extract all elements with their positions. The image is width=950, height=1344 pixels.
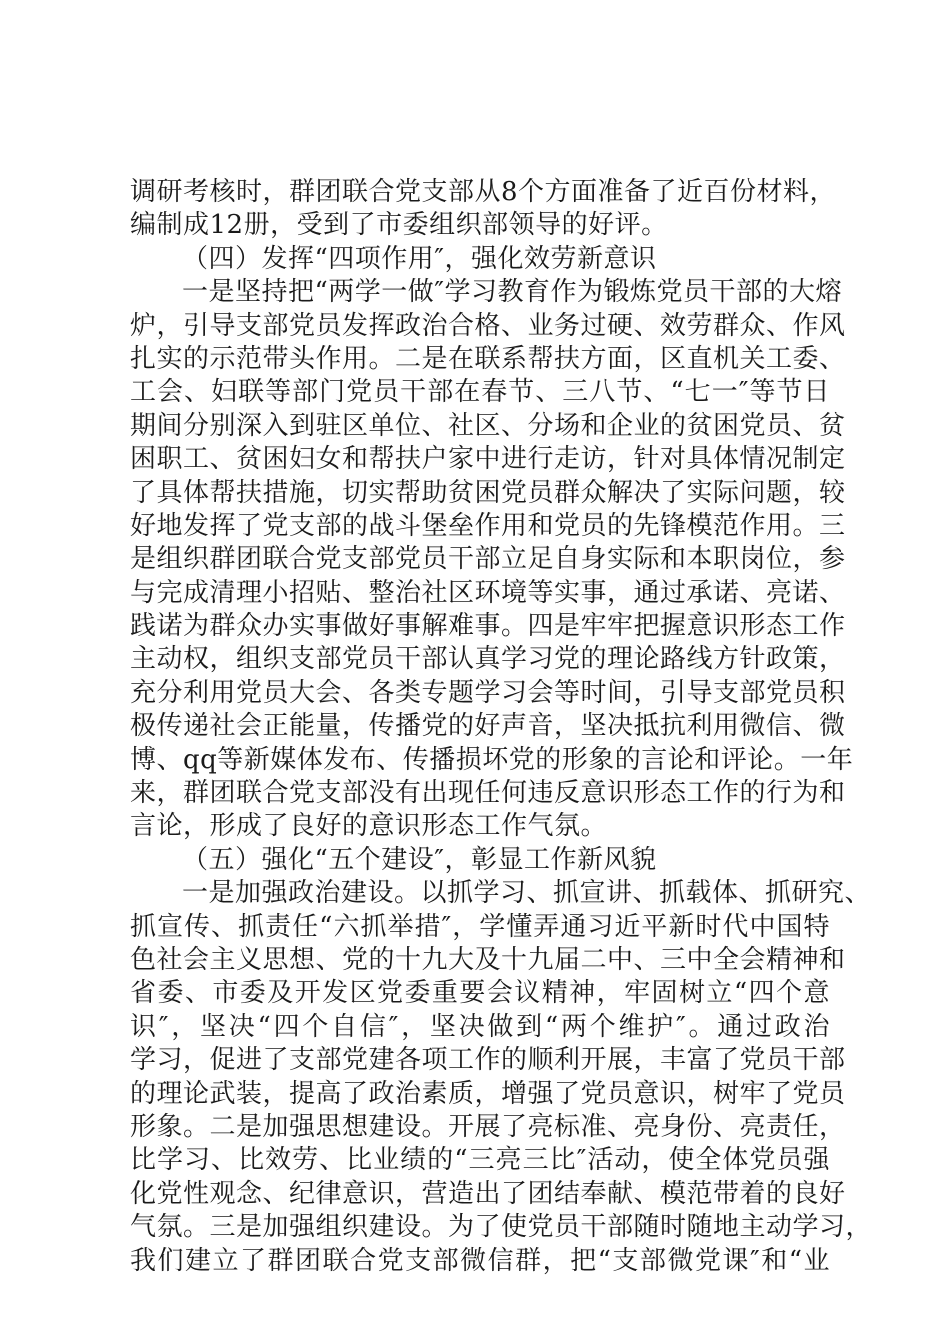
- text-line: 一是加强政治建设。以抓学习、抓宣讲、抓载体、抓研究、: [182, 878, 872, 909]
- text-line: 炉，引导支部党员发挥政治合格、业务过硬、效劳群众、作风: [130, 310, 846, 341]
- text-line: 我们建立了群团联合党支部微信群，把“支部微党课″和“业: [130, 1245, 830, 1276]
- text-line: 调研考核时，群团联合党支部从8个方面准备了近百份材料，: [130, 177, 837, 207]
- text-line: 一是坚持把“两学一做″学习教育作为锻炼党员干部的大熔: [182, 277, 843, 308]
- text-line: 省委、市委及开发区党委重要会议精神，牢固树立“四个意: [130, 978, 830, 1009]
- text-line: 比学习、比效劳、比业绩的“三亮三比″活动，使全体党员强: [130, 1145, 830, 1176]
- text-line: 与完成清理小招贴、整治社区环境等实事，通过承诺、亮诺、: [130, 577, 846, 608]
- text-line: 好地发挥了党支部的战斗堡垒作用和党员的先锋模范作用。三: [130, 510, 846, 541]
- text-line: 识″，坚决“四个自信″，坚决做到“两个维护″。通过政治: [130, 1011, 830, 1042]
- text-line: 色社会主义思想、党的十九大及十九届二中、三中全会精神和: [130, 944, 846, 975]
- text-line: 是组织群团联合党支部党员干部立足自身实际和本职岗位，参: [130, 544, 846, 575]
- section-heading-5: （五）强化“五个建设″，彰显工作新风貌: [182, 844, 657, 875]
- text-line: 来，群团联合党支部没有出现任何违反意识形态工作的行为和: [130, 778, 846, 809]
- text-line: 充分利用党员大会、各类专题学习会等时间，引导支部党员积: [130, 677, 846, 708]
- section-heading-4: （四）发挥“四项作用″，强化效劳新意识: [182, 243, 657, 274]
- text-line: 抓宣传、抓责任“六抓举措″，学懂弄通习近平新时代中国特: [130, 911, 830, 942]
- text-line: 博、qq等新媒体发布、传播损坏党的形象的言论和评论。一年: [130, 744, 854, 775]
- text-line: 学习，促进了支部党建各项工作的顺利开展，丰富了党员干部: [130, 1045, 846, 1076]
- text-line: 扎实的示范带头作用。二是在联系帮扶方面，区直机关工委、: [130, 343, 846, 374]
- text-line: 编制成12册，受到了市委组织部领导的好评。: [130, 210, 668, 241]
- text-line: 的理论武装，提高了政治素质，增强了党员意识，树牢了党员: [130, 1078, 846, 1109]
- text-line: 言论，形成了良好的意识形态工作气氛。: [130, 811, 608, 842]
- text-line: 主动权，组织支部党员干部认真学习党的理论路线方针政策，: [130, 644, 846, 675]
- text-line: 化党性观念、纪律意识，营造出了团结奉献、模范带着的良好: [130, 1178, 846, 1209]
- text-line: 困职工、贫困妇女和帮扶户家中进行走访，针对具体情况制定: [130, 444, 846, 475]
- text-line: 极传递社会正能量，传播党的好声音，坚决抵抗利用微信、微: [130, 711, 846, 742]
- text-line: 形象。二是加强思想建设。开展了亮标准、亮身份、亮责任，: [130, 1111, 846, 1142]
- document-body: [130, 176, 873, 1278]
- text-line: 工会、妇联等部门党员干部在春节、三八节、“七一″等节日: [130, 377, 830, 408]
- text-line: 践诺为群众办实事做好事解难事。四是牢牢把握意识形态工作: [130, 611, 846, 642]
- text-line: 气氛。三是加强组织建设。为了使党员干部随时随地主动学习，: [130, 1212, 873, 1243]
- text-line: 期间分别深入到驻区单位、社区、分场和企业的贫困党员、贫: [130, 410, 846, 441]
- text-line: 了具体帮扶措施，切实帮助贫困党员群众解决了实际问题，较: [130, 477, 846, 508]
